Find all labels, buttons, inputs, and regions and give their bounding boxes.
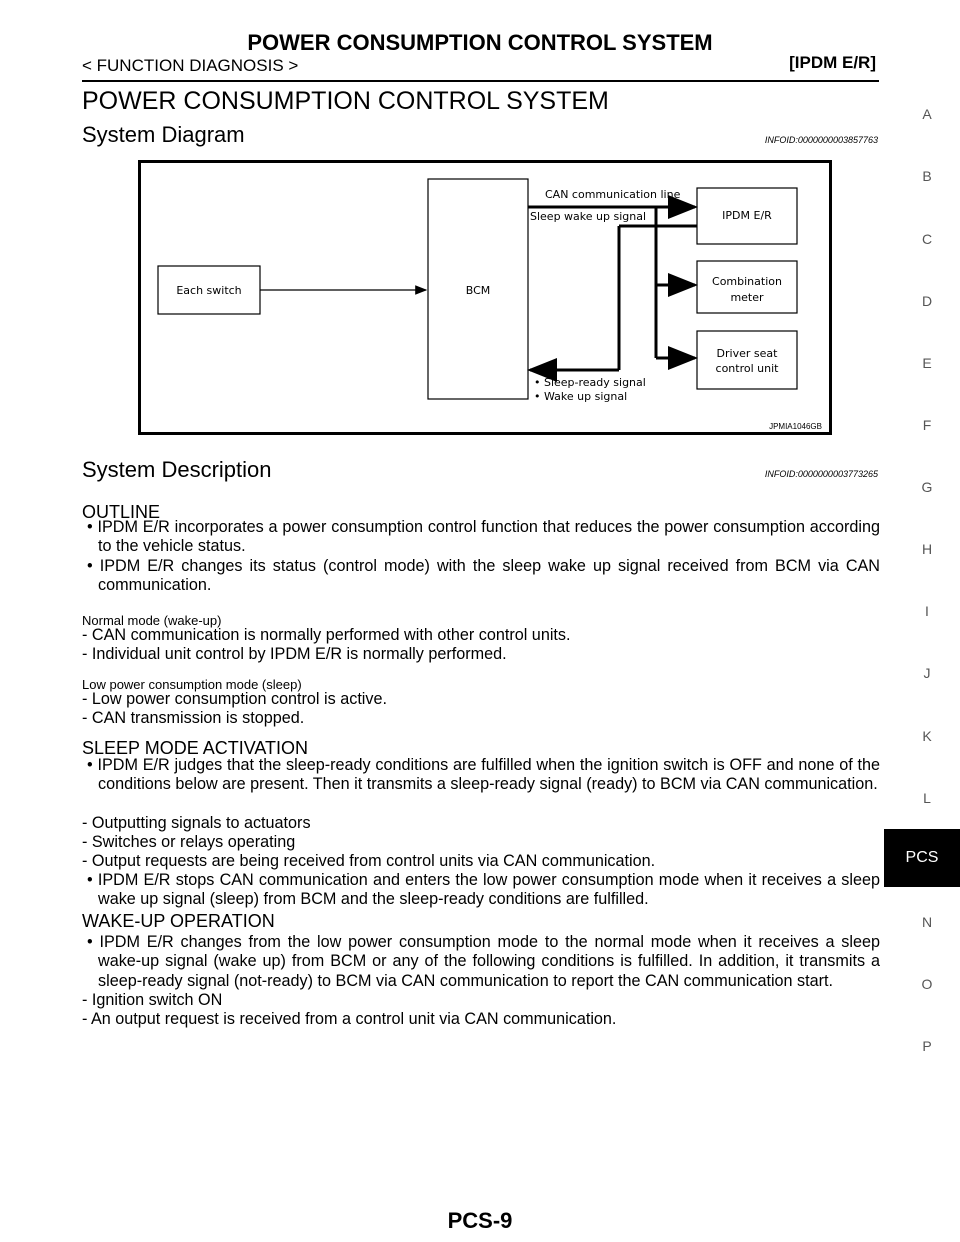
header-title: POWER CONSUMPTION CONTROL SYSTEM [247,30,713,55]
driver-seat-label-1: Driver seat [716,347,778,360]
side-tab-a[interactable]: A [922,106,932,122]
side-tab-k[interactable]: K [922,728,932,744]
side-tab-l[interactable]: L [923,790,931,806]
sleep-mode-bullet-1: • IPDM E/R judges that the sleep-ready conditions are fulfilled when the ignition switch is OFF and none of the conditions below are present. Then it transmits a sleep-ready signal (ready) to BCM via CAN communication. [87,756,880,794]
normal-mode-item-2: - Individual unit control by IPDM E/R is normally performed. [82,645,507,663]
outline-bullet-1: • IPDM E/R incorporates a power consumption control function that reduces the power consumption according to the vehicle status. [87,518,880,556]
outline-bullet-2: • IPDM E/R changes its status (control mode) with the sleep wake up signal received from BCM via CAN communication. [87,557,881,595]
side-tab-j[interactable]: J [923,665,931,681]
side-tab-i[interactable]: I [925,603,929,619]
system-description-title: System Description [82,457,272,482]
sleep-mode-bullet-1-text: IPDM E/R judges that the sleep-ready conditions are fulfilled when the ignition switch is OFF and none of the conditions below are present. Then it transmits a sleep-ready signal (ready) to BCM via CAN communication. [97,756,880,794]
low-power-item-2: - CAN transmission is stopped. [82,709,305,727]
ipdm-label: IPDM E/R [722,209,772,222]
sleep-mode-bullet-2: • IPDM E/R stops CAN communication and enters the low power consumption mode when it receives a sleep wake up signal (sleep) from BCM and the sleep-ready conditions are fulfilled. [87,871,880,909]
side-tab-p[interactable]: P [922,1038,932,1054]
system-diagram-title: System Diagram [82,122,245,147]
side-tab-g[interactable]: G [921,479,933,495]
sleep-mode-item-2: - Switches or relays operating [82,833,296,851]
side-tab-b[interactable]: B [922,168,932,184]
outline-block [82,518,880,618]
outline-bullet-1-text: IPDM E/R incorporates a power consumption control function that reduces the power consumption according to the vehicle status. [97,518,880,556]
side-tab-h[interactable]: H [921,541,933,557]
wake-up-label: • Wake up signal [534,390,628,403]
system-description-infoid: INFOID:0000000003773265 [764,469,878,479]
system-diagram-infoid: INFOID:0000000003857763 [764,135,878,145]
driver-seat-label-2: control unit [715,362,779,375]
sleep-mode-bullet-2-text: IPDM E/R stops CAN communication and enters the low power consumption mode when it receives a sleep wake up signal (sleep) from BCM and the sleep-ready conditions are fulfilled. [97,871,880,909]
sleep-ready-label: • Sleep-ready signal [534,376,646,389]
side-tab-o[interactable]: O [921,976,933,992]
can-line-label: CAN communication line [545,188,681,201]
driver-seat-box [697,331,797,389]
page-title: POWER CONSUMPTION CONTROL SYSTEM [82,87,609,115]
low-power-mode-label: Low power consumption mode (sleep) [82,677,302,692]
sleep-wake-label: Sleep wake up signal [530,210,647,223]
side-tab-index [894,0,960,1242]
side-tab-active-pcs[interactable]: PCS [884,829,960,887]
diagram-frame [140,162,831,434]
sleep-mode-item-3: - Output requests are being received from control units via CAN communication. [82,852,656,870]
header-rule [82,80,879,82]
wake-up-heading: WAKE-UP OPERATION [82,911,275,931]
header-section: < FUNCTION DIAGNOSIS > [82,56,299,75]
sleep-mode-item-1: - Outputting signals to actuators [82,814,311,832]
header-system: [IPDM E/R] [789,53,876,72]
wake-up-item-1: - Ignition switch ON [82,991,223,1009]
wake-up-bullet-1-text: IPDM E/R changes from the low power consumption mode to the normal mode when it receives a sleep wake-up signal (wake up) from BCM or any of the following conditions is fulfilled. In addition, it transmits a sleep-ready signal (not-ready) to BCM via CAN communication to report the CAN communication start. [98,933,880,990]
wake-up-item-2: - An output request is received from a control unit via CAN communication. [82,1010,617,1028]
side-tab-n[interactable]: N [921,914,933,930]
bcm-label: BCM [465,284,491,297]
side-tab-e[interactable]: E [922,355,932,371]
side-tab-f[interactable]: F [922,417,932,433]
combination-meter-label-2: meter [730,291,764,304]
wake-up-block [82,933,880,1033]
figure-id: JPMIA1046GB [769,422,822,431]
sleep-mode-heading: SLEEP MODE ACTIVATION [82,738,309,758]
each-switch-label: Each switch [176,284,242,297]
system-diagram [138,160,832,435]
normal-mode-label: Normal mode (wake-up) [82,613,222,628]
combination-meter-label-1: Combination [712,275,782,288]
side-tab-c[interactable]: C [921,231,933,247]
wake-up-bullet-1: • IPDM E/R changes from the low power consumption mode to the normal mode when it receives a sleep wake-up signal (wake up) from BCM or any of the following conditions is fulfilled. In addition, it transmits a sleep-ready signal (not-ready) to BCM via CAN communication to report the CAN communication start. [87,933,880,990]
outline-heading: OUTLINE [82,502,161,522]
normal-mode-item-1: - CAN communication is normally performed with other control units. [82,626,571,644]
side-tab-d[interactable]: D [921,293,933,309]
low-power-item-1: - Low power consumption control is active. [82,690,388,708]
sleep-mode-block [82,756,880,909]
outline-bullet-2-text: IPDM E/R changes its status (control mode) with the sleep wake up signal received from BCM via CAN communication. [98,557,881,595]
page-number: PCS-9 [447,1208,513,1233]
